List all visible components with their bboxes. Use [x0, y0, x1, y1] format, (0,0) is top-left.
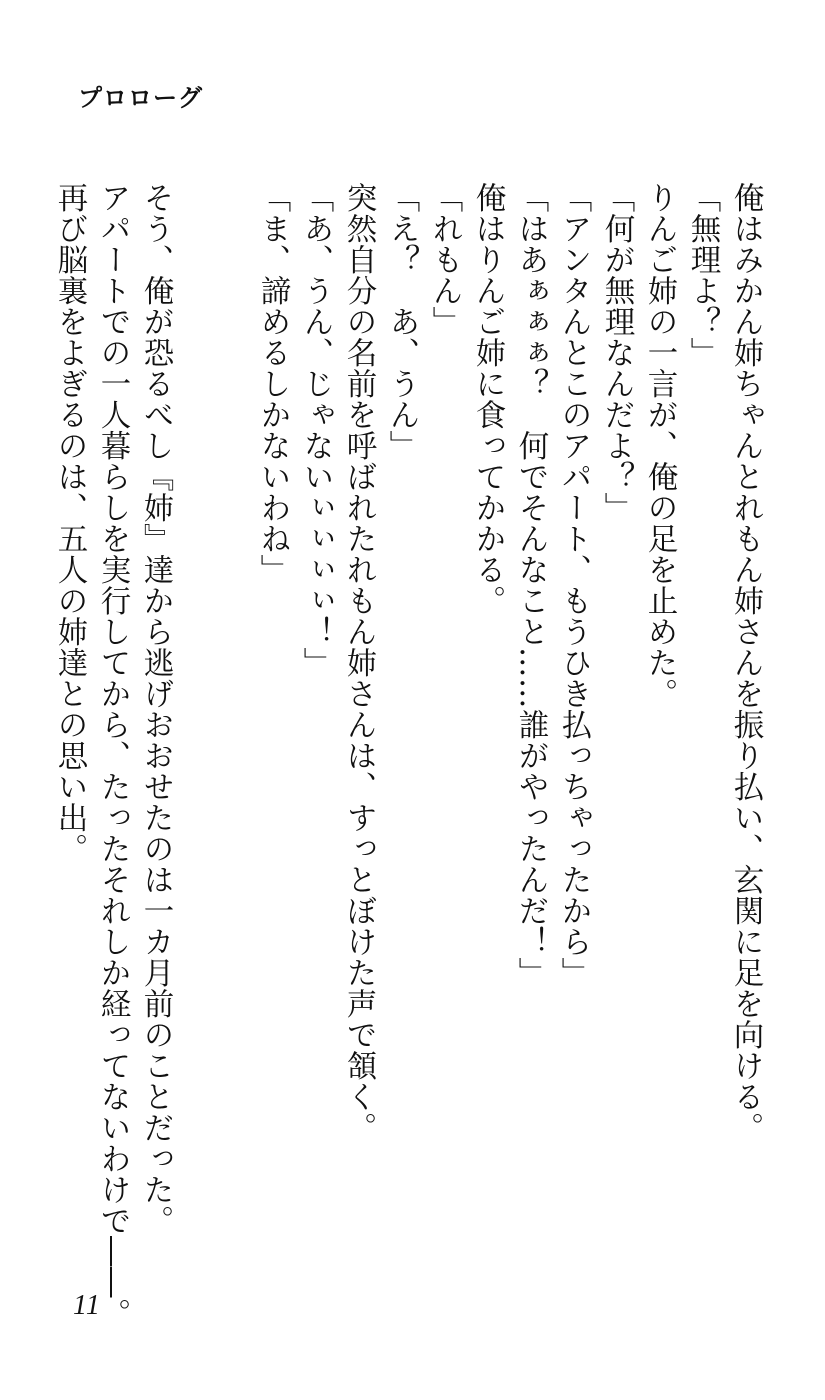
page-number: 11	[73, 1290, 101, 1321]
paragraph-gap	[177, 182, 251, 1242]
text-line: アパートでの一人暮らしを実行してから、たったそれしか経ってないわけで――。	[95, 182, 130, 1329]
text-line: 「アンタんとこのアパート、もうひき払っちゃったから」	[556, 182, 591, 988]
text-line: 「はあぁぁぁ？ 何でそんなこと……誰がやったんだ！」	[513, 182, 548, 988]
text-line: 「ま、諦めるしかないわね」	[255, 182, 290, 585]
text-line: そう、俺が恐るべし『姉』達から逃げおおせたのは一カ月前のことだった。	[138, 182, 173, 1236]
text-line: 「無理よ？」	[685, 182, 720, 368]
text-line: 「え？ あ、うん」	[384, 182, 419, 461]
text-line: 再び脳裏をよぎるのは、五人の姉達との思い出。	[52, 182, 87, 864]
text-line: 突然自分の名前を呼ばれたれもん姉さんは、すっとぼけた声で頷く。	[341, 182, 376, 1143]
text-line: 「何が無理なんだよ？」	[599, 182, 634, 523]
text-line: 「あ、うん、じゃないぃぃぃぃ！」	[298, 182, 333, 678]
text-line: 俺はりんご姉に食ってかかる。	[470, 182, 505, 616]
chapter-title: プロローグ	[78, 84, 203, 112]
text-line: 俺はみかん姉ちゃんとれもん姉さんを振り払い、玄関に足を向ける。	[728, 182, 763, 1143]
text-line: 「れもん」	[427, 182, 462, 337]
text-line: りんご姉の一言が、俺の足を止めた。	[642, 182, 677, 709]
